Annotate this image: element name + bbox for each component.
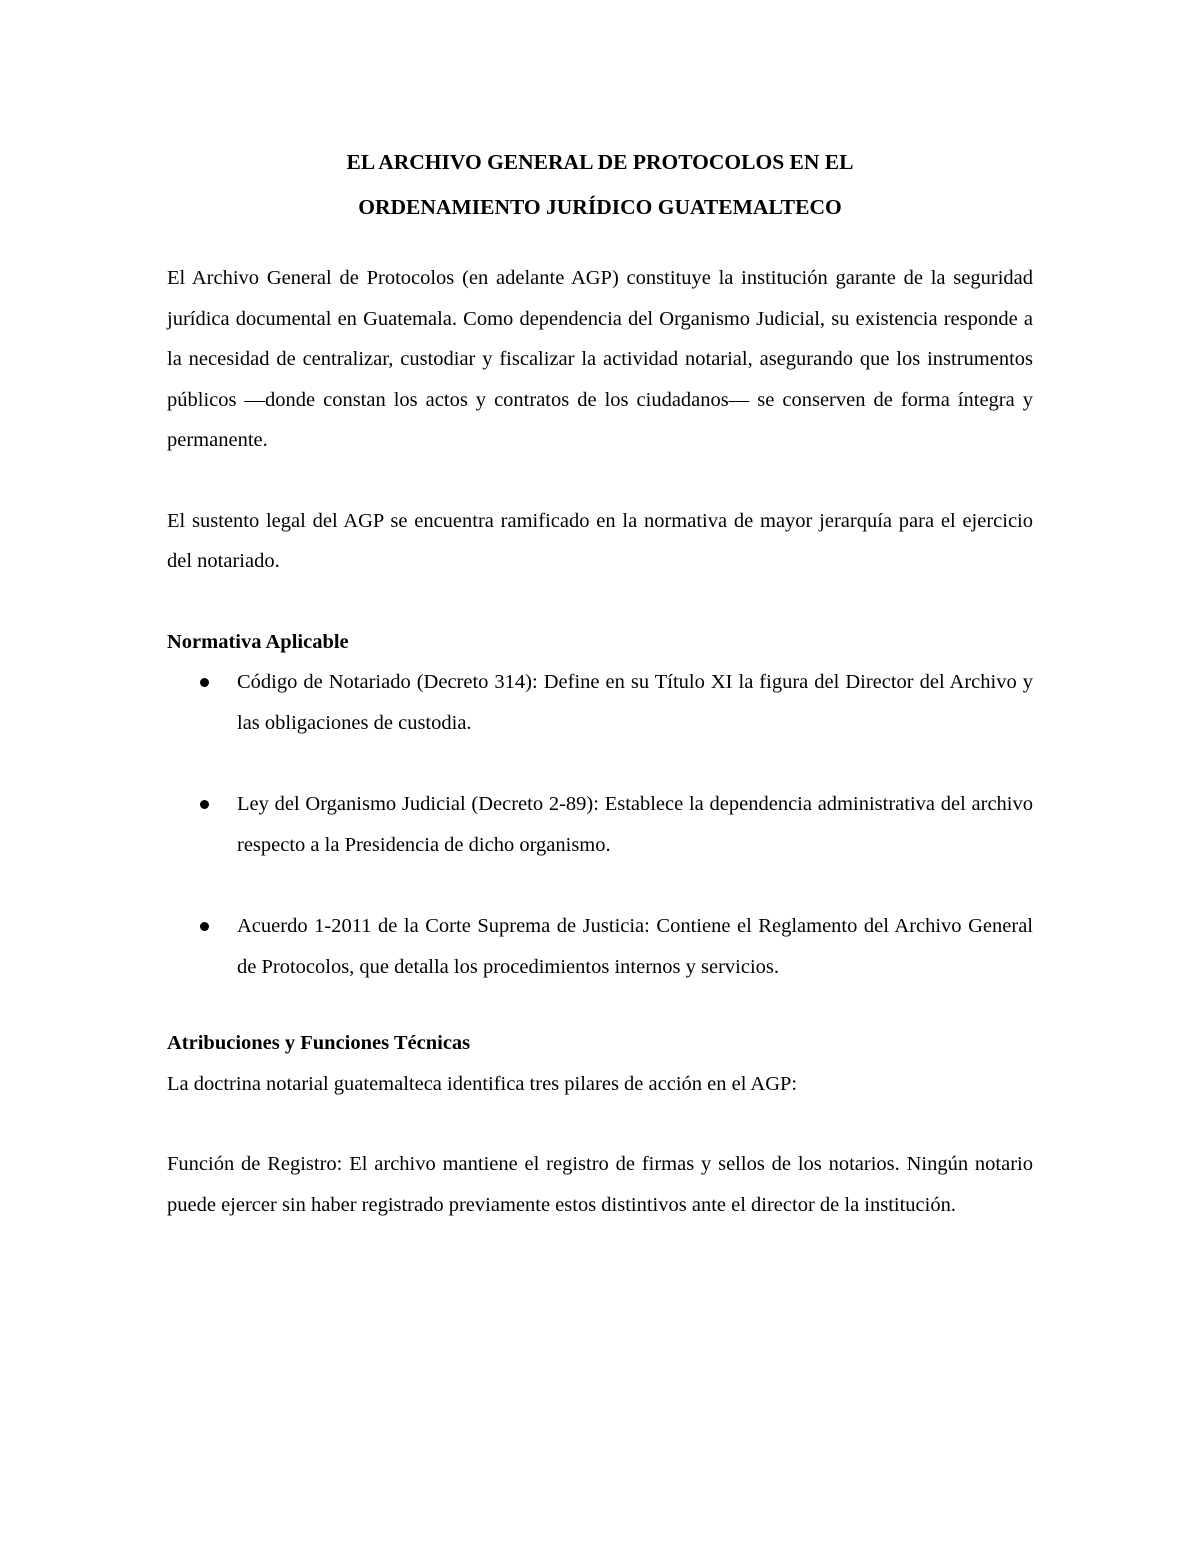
registry-function-paragraph: Función de Registro: El archivo mantiene el registro de firmas y sellos de los notarios. Ningún notario puede ejercer sin haber registrado previamente estos distintivos ante el director de la institución. <box>167 1153 1033 1216</box>
spacer <box>167 582 1033 622</box>
list-item <box>167 662 1033 743</box>
section-intro-paragraph: La doctrina notarial guatemalteca identifica tres pilares de acción en el AGP: <box>167 1072 798 1095</box>
spacer <box>167 230 1033 258</box>
bullet-icon <box>200 922 209 931</box>
legal-basis-paragraph: El sustento legal del AGP se encuentra ramificado en la normativa de mayor jerarquía para el ejercicio del notariado. <box>167 509 1033 572</box>
section-heading-atribuciones: Atribuciones y Funciones Técnicas <box>167 1032 471 1054</box>
list-item <box>167 906 1033 987</box>
bullet-icon <box>200 678 209 687</box>
spacer <box>167 461 1033 501</box>
intro-paragraph: El Archivo General de Protocolos (en adelante AGP) constituye la institución garante de la seguridad jurídica documental en Guatemala. Como dependencia del Organismo Judicial, su existencia responde a la necesidad de centralizar, custodiar y fiscalizar la actividad notarial, asegurando que los instrumentos públicos —donde constan los actos y contratos de los ciudadanos— se conserven de forma íntegra y permanente. <box>167 267 1033 451</box>
list-item <box>167 784 1033 865</box>
list-item-text: Ley del Organismo Judicial (Decreto 2-89): Establece la dependencia administrativa del archivo respecto a la Presidencia de dicho organismo. <box>237 793 1033 856</box>
spacer <box>167 1104 1033 1144</box>
title-line-2: ORDENAMIENTO JURÍDICO GUATEMALTECO <box>358 195 842 219</box>
list-item-text: Acuerdo 1-2011 de la Corte Suprema de Justicia: Contiene el Reglamento del Archivo General de Protocolos, que detalla los procedimientos internos y servicios. <box>237 915 1033 978</box>
list-item-text: Código de Notariado (Decreto 314): Define en su Título XI la figura del Director del Archivo y las obligaciones de custodia. <box>237 671 1033 734</box>
document-body <box>167 140 1033 1225</box>
bullet-icon <box>200 800 209 809</box>
title-line-1: EL ARCHIVO GENERAL DE PROTOCOLOS EN EL <box>346 150 854 174</box>
section-heading-normativa: Normativa Aplicable <box>167 630 349 653</box>
normativa-list <box>167 662 1033 987</box>
document-title <box>167 140 1033 230</box>
